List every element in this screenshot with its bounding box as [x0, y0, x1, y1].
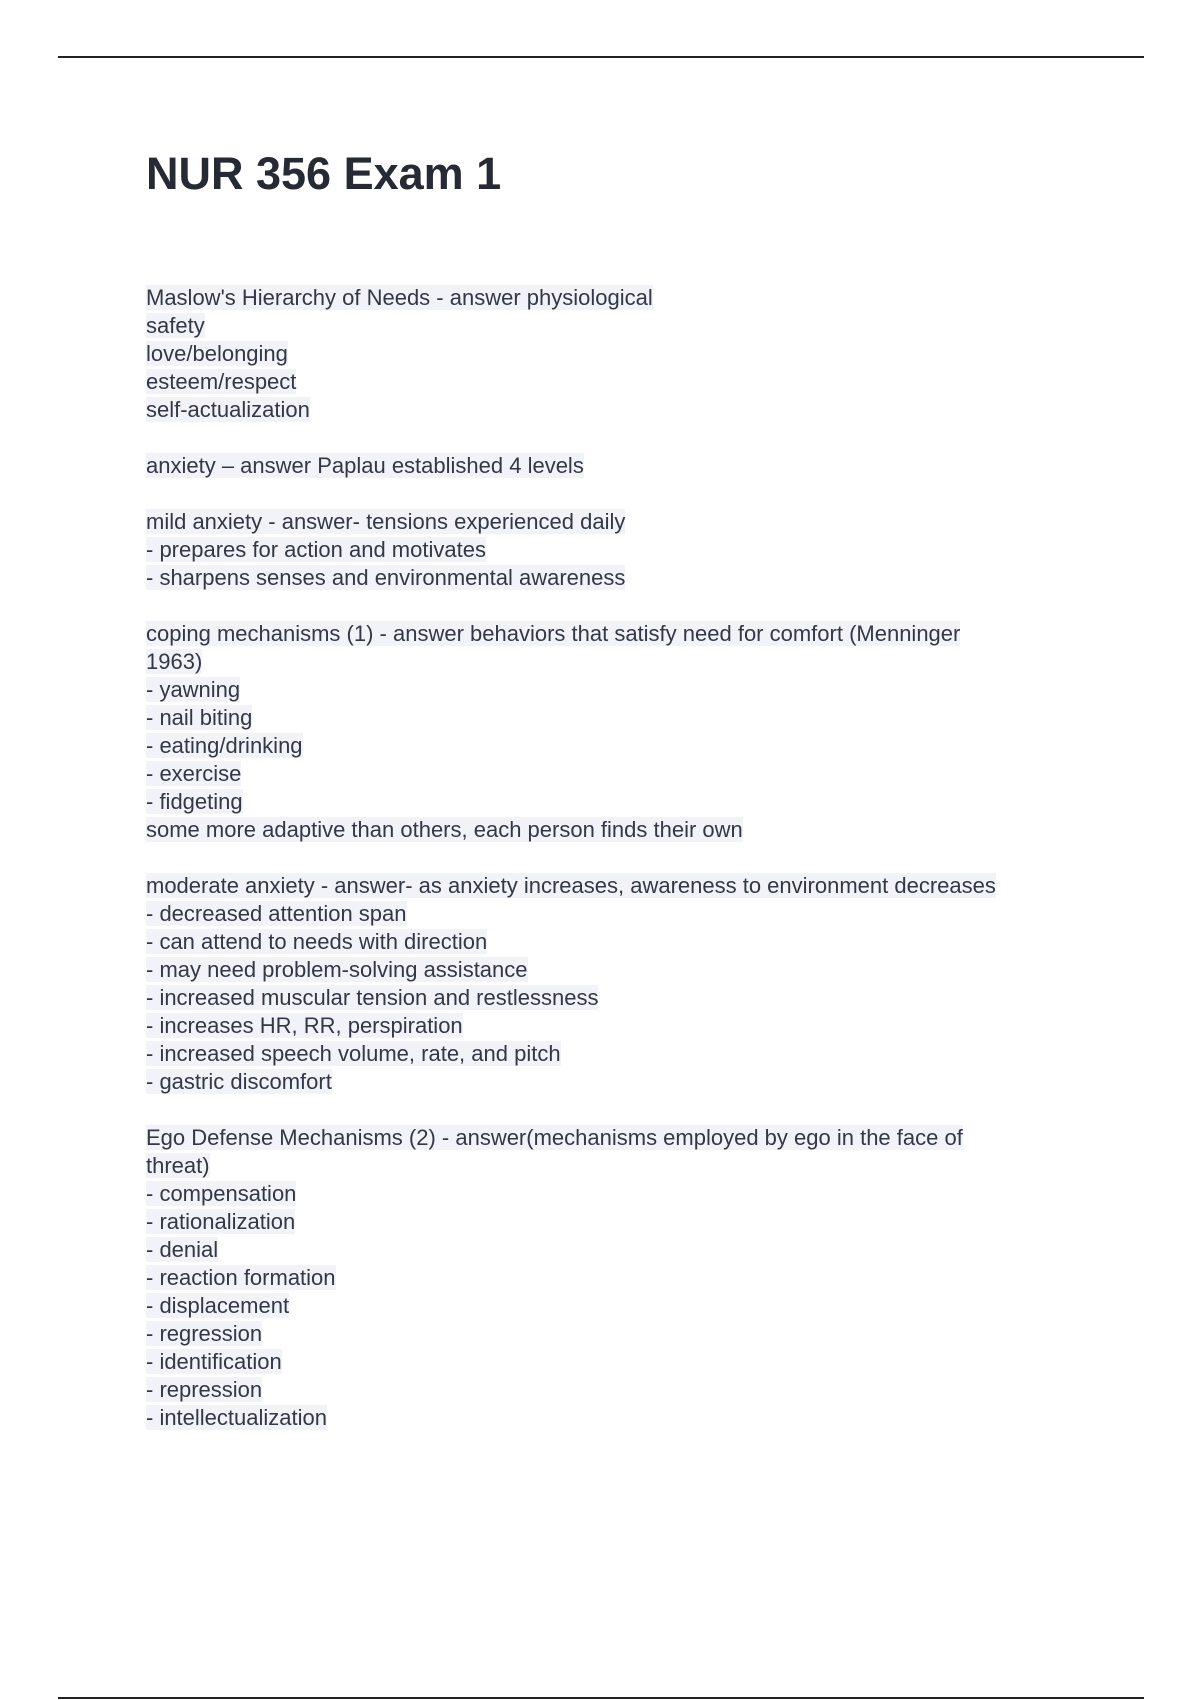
page-title: NUR 356 Exam 1 — [146, 148, 502, 199]
qa-block-coping-mechanisms — [146, 620, 1106, 844]
text-line: - intellectualization — [146, 1405, 327, 1430]
text-line: self-actualization — [146, 397, 310, 422]
text-line: anxiety – answer Paplau established 4 levels — [146, 453, 584, 478]
text-line: - displacement — [146, 1293, 290, 1318]
text-line: - can attend to needs with direction — [146, 929, 488, 954]
text-line: threat) — [146, 1153, 210, 1178]
text-line: - yawning — [146, 677, 241, 702]
text-line: esteem/respect — [146, 369, 297, 394]
text-line: - denial — [146, 1237, 219, 1262]
text-line: - sharpens senses and environmental awareness — [146, 565, 626, 590]
text-line: - fidgeting — [146, 789, 243, 814]
qa-block-maslow — [146, 284, 1106, 424]
text-line: - increased muscular tension and restlessness — [146, 985, 599, 1010]
text-line: 1963) — [146, 649, 203, 674]
text-line: - prepares for action and motivates — [146, 537, 486, 562]
text-line: - reaction formation — [146, 1265, 336, 1290]
bottom-rule — [58, 1697, 1144, 1699]
text-line: - identification — [146, 1349, 282, 1374]
text-line: - decreased attention span — [146, 901, 407, 926]
text-line: coping mechanisms (1) - answer behaviors that satisfy need for comfort (Menninger — [146, 621, 961, 646]
text-line: safety — [146, 313, 205, 338]
qa-block-ego-defense — [146, 1124, 1106, 1432]
text-line: - increases HR, RR, perspiration — [146, 1013, 463, 1038]
text-line: - repression — [146, 1377, 263, 1402]
text-line: - exercise — [146, 761, 242, 786]
text-line: Maslow's Hierarchy of Needs - answer physiological — [146, 285, 653, 310]
text-line: - increased speech volume, rate, and pitch — [146, 1041, 561, 1066]
qa-block-moderate-anxiety — [146, 872, 1106, 1096]
text-line: moderate anxiety - answer- as anxiety increases, awareness to environment decreases — [146, 873, 996, 898]
document-body — [146, 284, 1106, 1460]
text-line: - rationalization — [146, 1209, 296, 1234]
text-line: - nail biting — [146, 705, 253, 730]
text-line: - regression — [146, 1321, 263, 1346]
top-rule — [58, 56, 1144, 58]
text-line: some more adaptive than others, each person finds their own — [146, 817, 743, 842]
text-line: Ego Defense Mechanisms (2) - answer(mechanisms employed by ego in the face of — [146, 1125, 963, 1150]
text-line: - gastric discomfort — [146, 1069, 332, 1094]
text-line: - eating/drinking — [146, 733, 303, 758]
qa-block-anxiety — [146, 452, 1106, 480]
qa-block-mild-anxiety — [146, 508, 1106, 592]
text-line: - may need problem-solving assistance — [146, 957, 528, 982]
text-line: mild anxiety - answer- tensions experienced daily — [146, 509, 626, 534]
text-line: love/belonging — [146, 341, 288, 366]
text-line: - compensation — [146, 1181, 297, 1206]
